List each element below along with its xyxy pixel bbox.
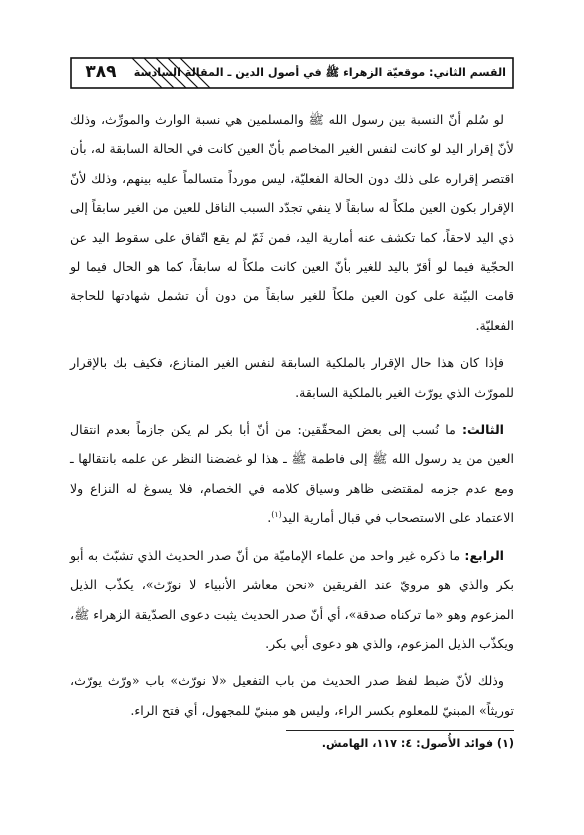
paragraph-4-lead: الرابع: — [464, 547, 504, 563]
paragraph-4 — [70, 541, 514, 659]
paragraph-2: فإذا كان هذا حال الإقرار بالملكية السابقة لنفس الغير المنازع، فكيف بك بالإقرار للمورّث الذي يورّث الغير بالملكية السابقة. — [70, 355, 514, 400]
paragraph-3-text: ما نُسب إلى بعض المحقّقين: من أنّ أبا بكر لم يكن جازماً بعدم انتقال العين من يد رسول الله ﷺ إلى فاطمة ﷺ ـ هذا لو غضضنا النظر عن علمه بانتقالها ـ ومع عدم جزمه لمقتضى ظاهر وسياق كلامه في الخصام، فلا يسوغ له النزاع ولا الاعتماد على الاستصحاب في قبال أمارية اليد — [70, 422, 514, 526]
footnote-ref[interactable]: (١) — [271, 510, 282, 520]
page-number: ٣٨٩ — [85, 62, 117, 82]
paragraph-3-lead: الثالث: — [461, 422, 504, 438]
paragraph-1: لو سُلم أنّ النسبة بين رسول الله ﷺ والمسلمين هي نسبة الوارث والمورِّث، وذلك لأنّ إقرار اليد لو كانت لنفس الغير المخاصم بأنّ العين كانت في الحالة السابقة له، بأن اقتصر إقراره على ذلك دون الحالة الفعليّة، ليس مورداً متسالماً عليه بينهم، وذلك لأنّ الإقرار بكون العين ملكاً له سابقاً لا ينفي تجدّد السبب الناقل للعين من الغير سابقاً إلى ذي اليد لاحقاً، كما تكشف عنه أمارية اليد، فمن ثَمّ لم يقع اتّفاق على سقوط اليد عن الحجّية فيما لو أقرّ باليد للغير بأنّ العين كانت ملكاً له سابقاً، كما هو الحال فيما لو قامت البيّنة على كون العين ملكاً للغير سابقاً من دون أن تشمل شهادتها للحاجة الفعليّة. — [70, 112, 514, 333]
page-header — [70, 57, 514, 89]
paragraph-3-end: . — [267, 510, 272, 526]
paragraph-4-text: ما ذكره غير واحد من علماء الإماميّة من أنّ صدر الحديث الذي تشبّث به أبو بكر والذي هو مرويّ عند الفريقين «نحن معاشر الأنبياء لا نورّث»، يكذّب الذيل المزعوم وهو «ما تركناه صدقة»، أي أنّ صدر الحديث يثبت دعوى الصدّيقة الزهراء ﷺ، ويكذّب الذيل المزعوم، والذي هو دعوى أبي بكر. — [70, 547, 514, 651]
footnote: (١) فوائد الأُصول: ٤: ١١٧، الهامش. — [321, 737, 514, 750]
paragraph-5: وذلك لأنّ ضبط لفظ صدر الحديث من باب التفعيل «لا نورّث» باب «ورّث يورّث، توريثاً» المبنيّ للمعلوم بكسر الراء، وليس هو مبنيّ للمجهول، أي فتح الراء. — [70, 673, 514, 718]
footnote-divider — [286, 730, 514, 731]
paragraph-3 — [70, 415, 514, 533]
body-text — [70, 105, 514, 733]
running-title: القسم الثاني: موقعيّة الزهراء ﷺ في أصول الدين ـ المقالة السادسة — [133, 66, 506, 79]
